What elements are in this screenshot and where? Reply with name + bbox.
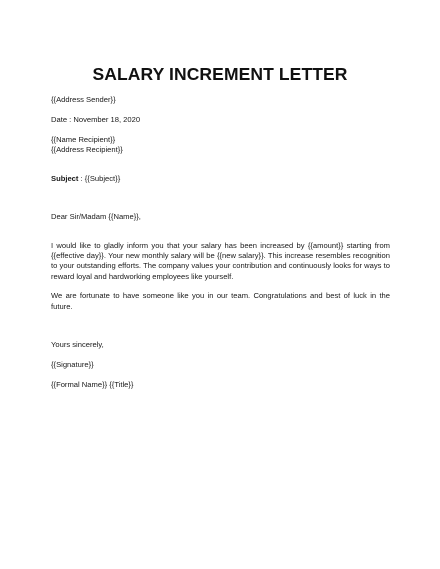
address-sender: {{Address Sender}} xyxy=(51,95,116,104)
spacer xyxy=(51,222,390,241)
spacer xyxy=(51,312,390,340)
spacer xyxy=(51,370,390,380)
closing: Yours sincerely, xyxy=(51,340,104,350)
salutation: Dear Sir/Madam {{Name}}, xyxy=(51,211,141,221)
spacer xyxy=(51,105,390,115)
spacer xyxy=(51,184,390,212)
letter-content xyxy=(51,95,390,390)
letter-title: SALARY INCREMENT LETTER xyxy=(92,64,348,84)
signature: {{Signature}} xyxy=(51,359,94,369)
letter-date: Date : November 18, 2020 xyxy=(51,114,141,124)
subject-label: Subject xyxy=(51,173,79,183)
subject-line xyxy=(51,174,390,184)
body-paragraph-1: I would like to gladly inform you that your salary has been increased by {{amount}} starting from {{effective day}}. Your new monthly salary will be {{new salary}}. This increase resembles recognition to your outstanding efforts. The company values your contribution and continuously looks for ways to reward loyal and hardworking employees like yourself. xyxy=(51,240,390,281)
subject-value: : {{Subject}} xyxy=(78,173,121,183)
formal-name-title: {{Formal Name}} {{Title}} xyxy=(51,379,134,389)
body-paragraph-2: We are fortunate to have someone like you in our team. Congratulations and best of luck in the future. xyxy=(51,291,390,311)
spacer xyxy=(51,350,390,360)
spacer xyxy=(51,282,390,292)
spacer xyxy=(51,155,390,174)
address-recipient: {{Address Recipient}} xyxy=(51,144,123,154)
name-recipient: {{Name Recipient}} xyxy=(51,134,116,144)
spacer xyxy=(51,125,390,135)
